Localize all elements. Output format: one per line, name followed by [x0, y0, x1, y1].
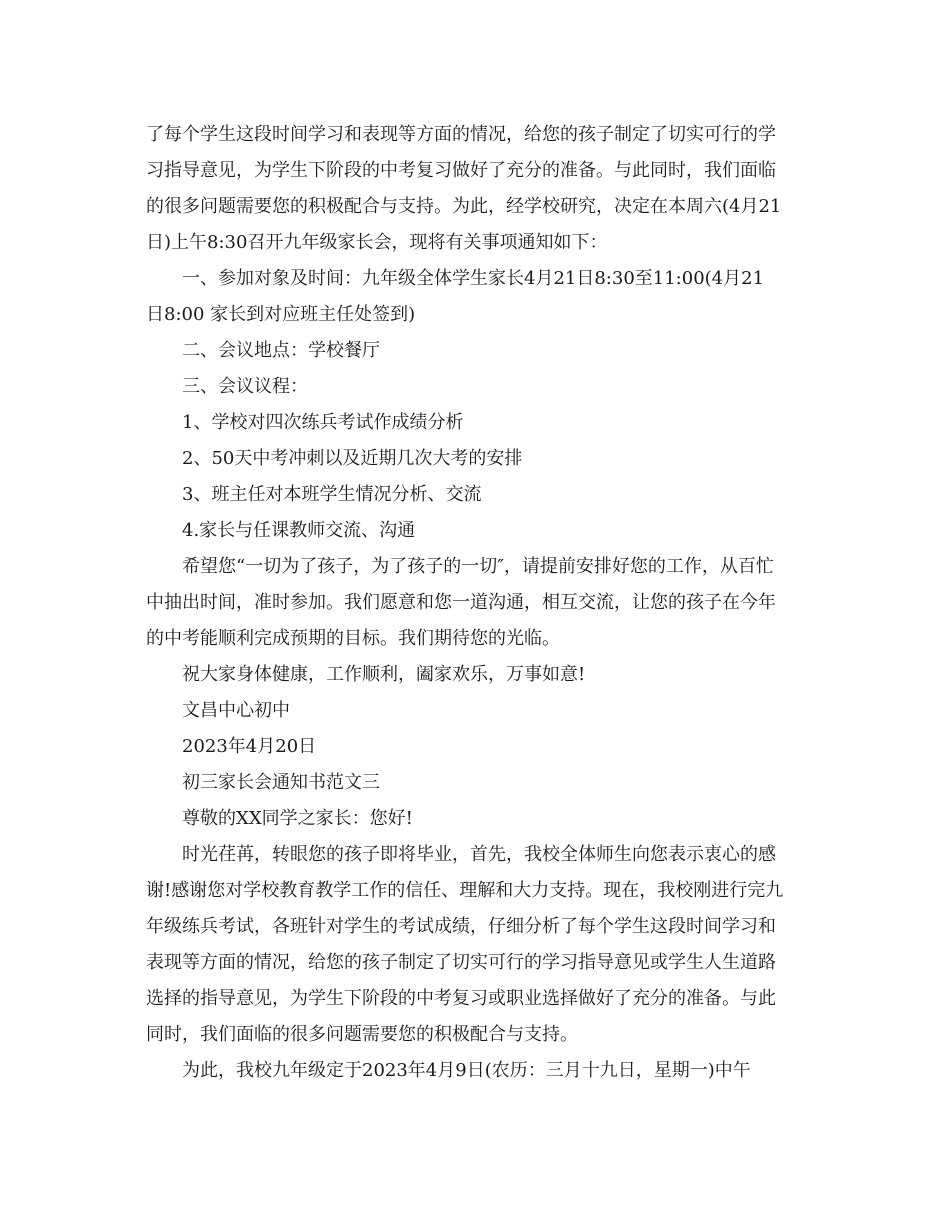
text-line: 日)上午8:30召开九年级家长会，现将有关事项通知如下：: [146, 232, 608, 253]
text-line: 文昌中心初中: [182, 700, 290, 721]
text-line: 为此，我校九年级定于2023年4月9日(农历：三月十九日，星期一)中午: [182, 1060, 751, 1081]
text-line: 2、50天中考冲刺以及近期几次大考的安排: [182, 448, 523, 469]
text-line: 的很多问题需要您的积极配合与支持。为此，经学校研究，决定在本周六(4月21: [146, 196, 782, 217]
text-line: 初三家长会通知书范文三: [182, 772, 380, 793]
text-line: 4.家长与任课教师交流、沟通: [182, 520, 416, 541]
text-line: 祝大家身体健康，工作顺利，阖家欢乐，万事如意!: [182, 664, 586, 685]
text-line: 3、班主任对本班学生情况分析、交流: [182, 484, 482, 505]
text-line: 尊敬的XX同学之家长：您好!: [182, 808, 413, 829]
text-line: 的中考能顺利完成预期的目标。我们期待您的光临。: [146, 628, 560, 649]
text-line: 二、会议地点：学校餐厅: [182, 340, 380, 361]
text-line: 谢!感谢您对学校教育教学工作的信任、理解和大力支持。现在，我校刚进行完九: [146, 880, 784, 901]
text-line: 选择的指导意见，为学生下阶段的中考复习或职业选择做好了充分的准备。与此: [146, 988, 776, 1009]
text-line: 年级练兵考试，各班针对学生的考试成绩，仔细分析了每个学生这段时间学习和: [146, 916, 776, 937]
text-line: 一、参加对象及时间：九年级全体学生家长4月21日8:30至11:00(4月21: [182, 268, 765, 289]
text-line: 日8:00 家长到对应班主任处签到): [146, 304, 416, 325]
text-line: 中抽出时间，准时参加。我们愿意和您一道沟通，相互交流，让您的孩子在今年: [146, 592, 776, 613]
text-line: 1、学校对四次练兵考试作成绩分析: [182, 412, 464, 433]
text-line: 2023年4月20日: [182, 736, 317, 757]
text-line: 时光荏苒，转眼您的孩子即将毕业，首先，我校全体师生向您表示衷心的感: [182, 844, 776, 865]
text-line: 了每个学生这段时间学习和表现等方面的情况，给您的孩子制定了切实可行的学: [146, 124, 776, 145]
document-body: [146, 117, 808, 1089]
text-line: 三、会议议程：: [182, 376, 308, 397]
text-line: 希望您“一切为了孩子，为了孩子的一切″，请提前安排好您的工作，从百忙: [182, 556, 774, 577]
text-line: 同时，我们面临的很多问题需要您的积极配合与支持。: [146, 1024, 578, 1045]
text-line: 习指导意见，为学生下阶段的中考复习做好了充分的准备。与此同时，我们面临: [146, 160, 776, 181]
text-line: 表现等方面的情况，给您的孩子制定了切实可行的学习指导意见或学生人生道路: [146, 952, 776, 973]
